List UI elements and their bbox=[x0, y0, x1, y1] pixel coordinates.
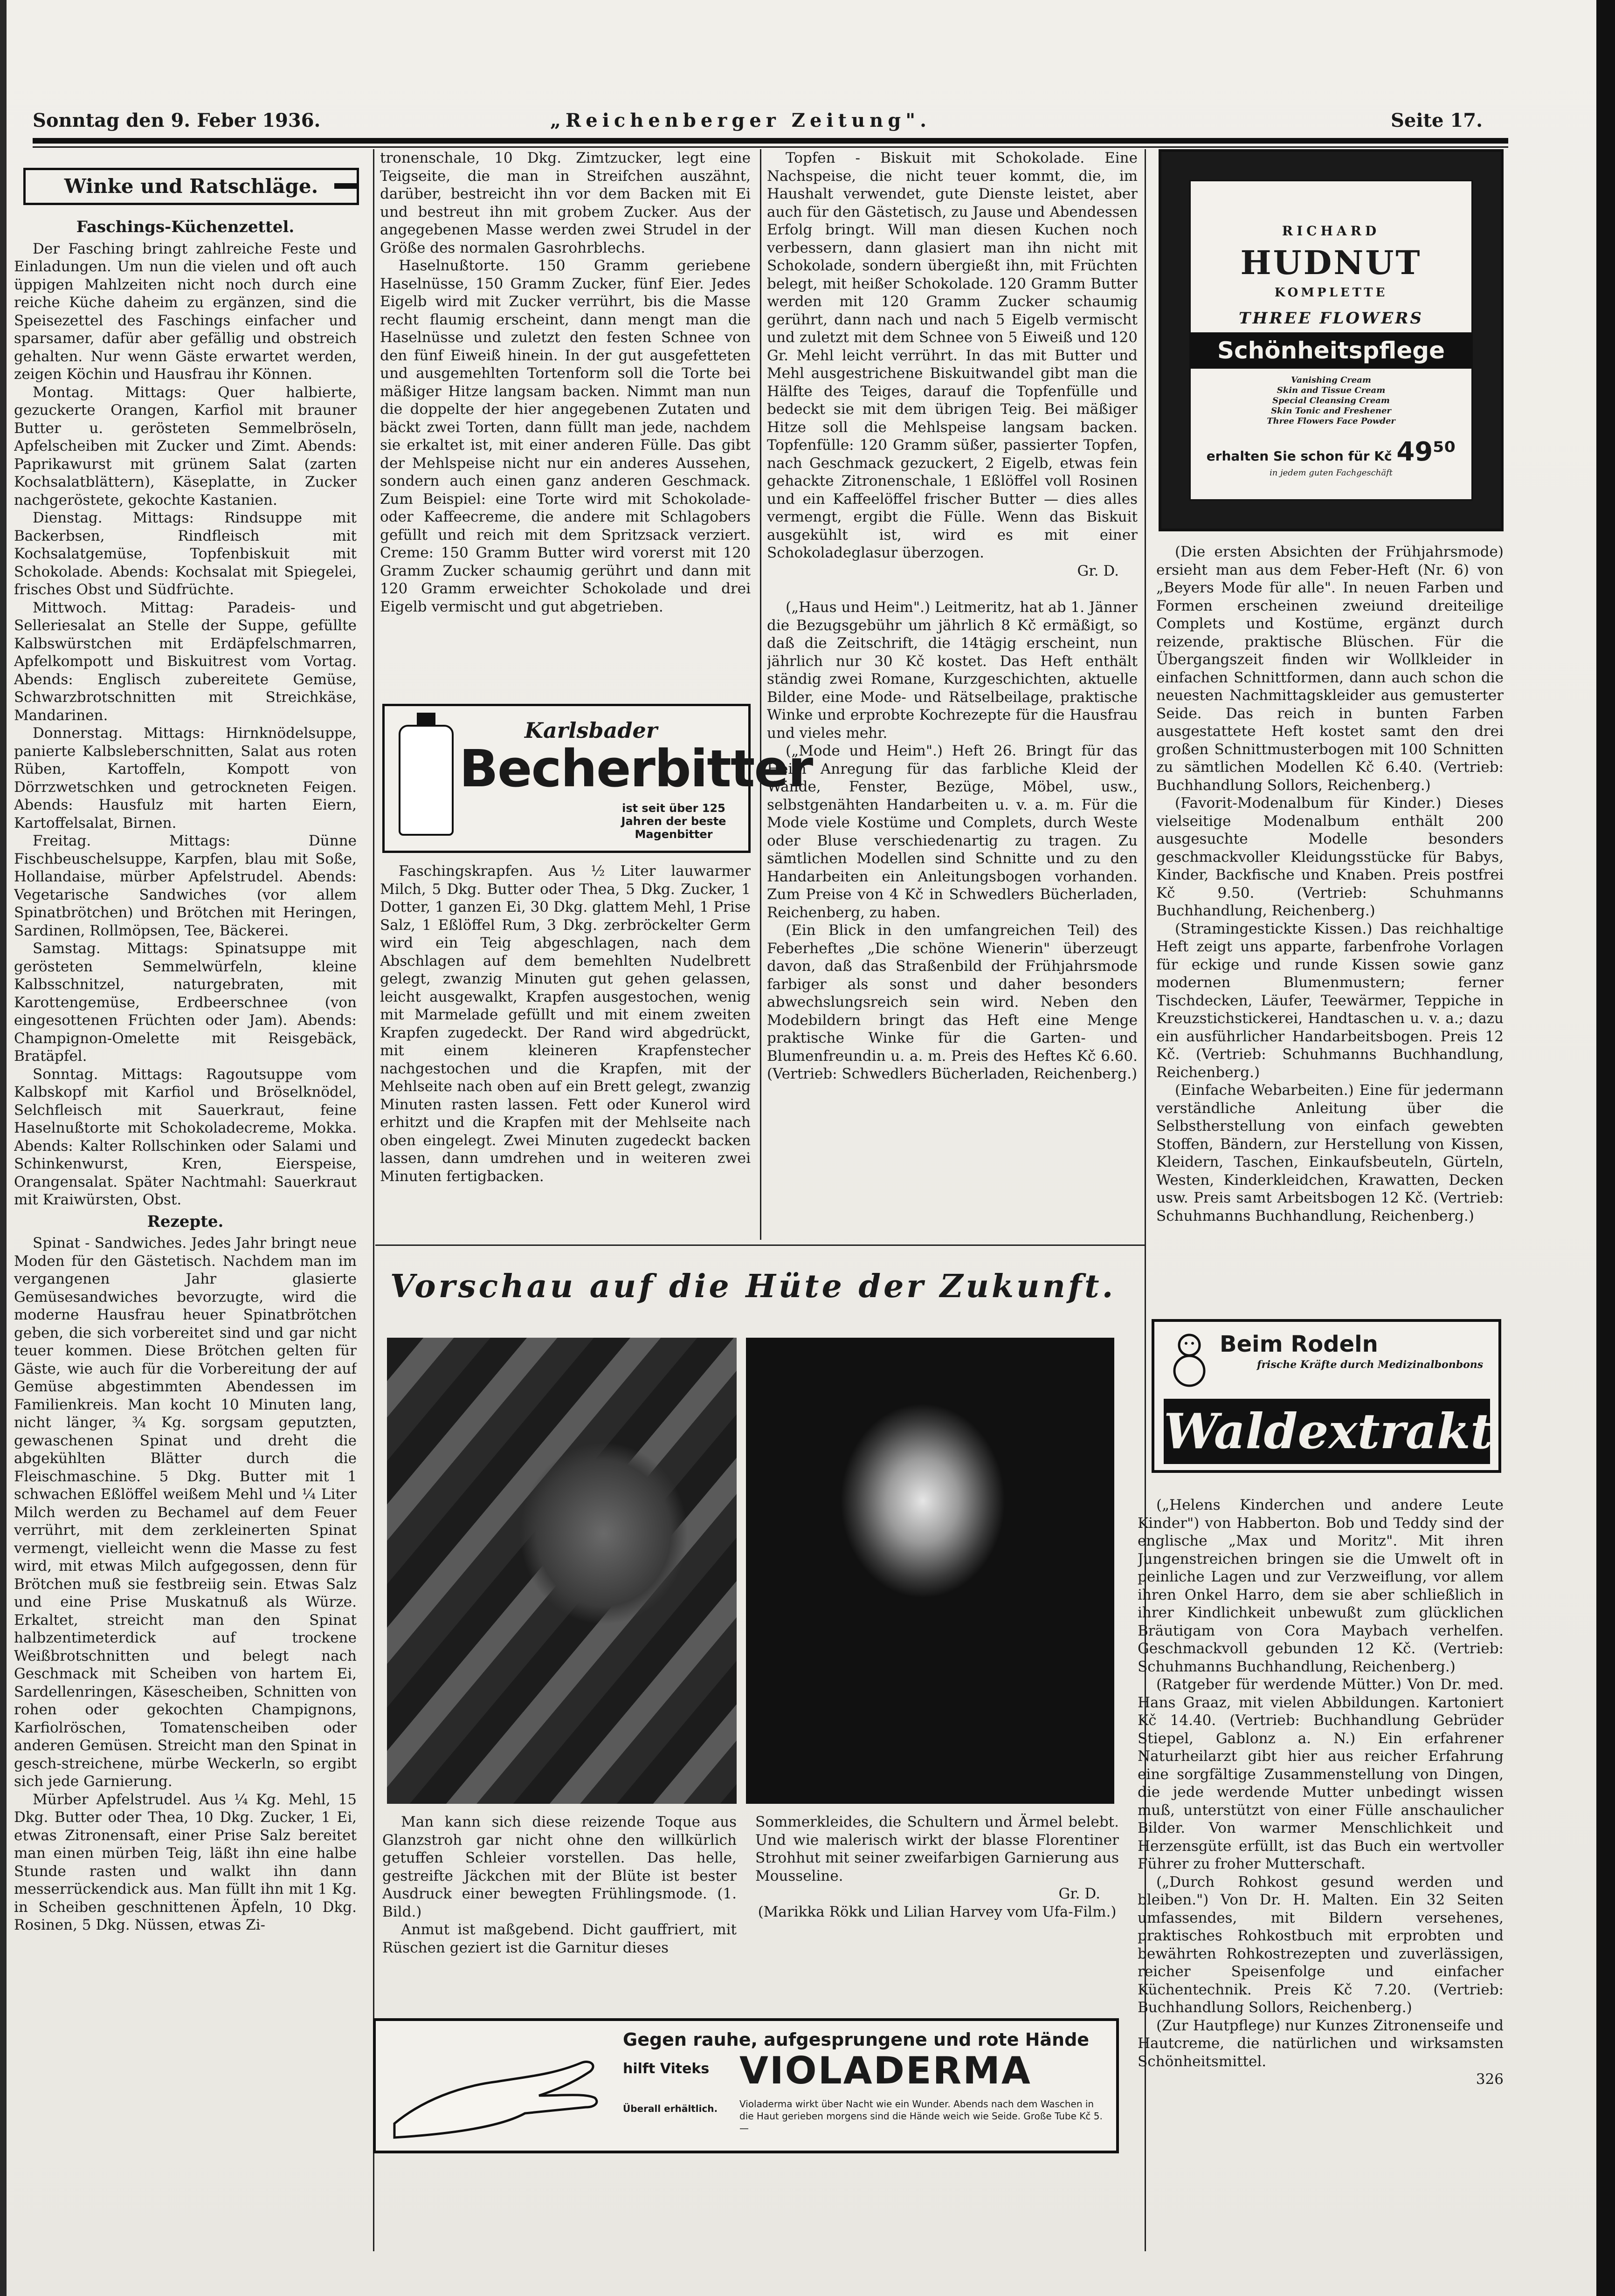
ad-waldextrakt bbox=[1152, 1319, 1501, 1473]
column-3 bbox=[767, 149, 1138, 1235]
ad-violaderma bbox=[373, 2018, 1119, 2153]
feature-rule bbox=[375, 1244, 1145, 1246]
paragraph-webarbeiten: (Einfache Webarbeiten.) Eine für jedermann verständliche Anleitung über die Selbstherstellung von einfach gewebten Stoffen, Bändern, zur Herstellung von Kissen, Kleidern, Taschen, Einkaufsbeuteln, Gürteln, Westen, Kinderkleidchen, Krawatten, Decken usw. Preis samt Arbeitsbogen 12 Kč. (Vertrieb: Schuhmanns Buchhandlung, Reichenberg.) bbox=[1156, 1082, 1504, 1224]
paragraph-helens-kinderchen: („Helens Kinderchen und andere Leute Kinder") von Habberton. Bob und Teddy sind der englische „Max und Moritz". Mit ihren Jungenstreichen bringen sie die Umwelt oft in peinliche Lagen und zur Verzweiflung, vor allem ihren Onkel Harro, dem sie aber schließlich in ihrer Kindlichkeit unbewußt zum glücklichen Bräutigam von Cora Maybach verhelfen. Geschmackvoll gebunden 12 Kč. (Vertrieb: Schuhmanns Buchhandlung, Reichenberg.) bbox=[1138, 1497, 1504, 1675]
ad-text: THREE FLOWERS bbox=[1239, 309, 1423, 328]
header-date: Sonntag den 9. Feber 1936. bbox=[33, 110, 321, 131]
paragraph-fruehjahrsmode: (Die ersten Absichten der Frühjahrsmode) ersieht man aus dem Feber-Heft (Nr. 6) von „Beyers Mode für alle". In neuen Farben und Formen erscheinen zweiund dreiteilige Complets und Kostüme, ergänzt durch reizende, praktische Blüschen. Für die Übergangszeit finden wir Wollkleider in einfachen Schnittformen, dann auch schon die neuesten Nachmittagskleider aus gemusterter Seide. Das reich in bunten Farben ausgestattete Heft kostet samt den drei großen Schnittmusterbogen mit 100 Schnitten zu sämtlichen Modellen Kč 6.40. (Vertrieb: Buchhandlung Sollors, Reichenberg.) bbox=[1156, 543, 1504, 794]
paragraph-favorit-modenalbum: (Favorit-Modenalbum für Kinder.) Dieses vielseitige Modenalbum enthält 200 ausgesuchte Modelle besonders geschmackvoller Kleidungsstücke für Babys, Kinder, Backfische und Knaben. Preis postfrei Kč 9.50. (Vertrieb: Schuhmanns Buchhandlung, Reichenberg.) bbox=[1156, 795, 1504, 919]
page-header bbox=[33, 103, 1483, 140]
ad-brand: VIOLADERMA bbox=[739, 2049, 1032, 2092]
photo-hat-2 bbox=[746, 1338, 1114, 1804]
column-4-lower bbox=[1138, 1496, 1504, 2256]
paragraph-rohkost: („Durch Rohkost gesund werden und bleiben.") Von Dr. H. Malten. Ein 32 Seiten umfassendes, mit Bildern versehenes, praktisches Rohkostbuch mit erprobten und bewährten Rohkostrezepten und zuverlässigen, reicher Speisenfolge und einfacher Küchentechnik. Preis Kč 7.20. (Vertrieb: Buchhandlung Sollors, Reichenberg.) bbox=[1138, 1873, 1504, 2016]
photo-hat-1 bbox=[387, 1338, 737, 1804]
heading-kuechenzettel: Faschings-Küchenzettel. bbox=[76, 218, 295, 236]
ad-text: in jedem guten Fachgeschäft bbox=[1270, 468, 1393, 478]
section-title-box bbox=[23, 168, 359, 205]
header-masthead: „Reichenberger Zeitung". bbox=[550, 110, 931, 131]
ad-text: RICHARD bbox=[1282, 223, 1380, 239]
ad-product-list: Vanishing Cream Skin and Tissue Cream Special Cleansing Cream Skin Tonic and Freshener Three Flowers Face Powder bbox=[1267, 375, 1395, 426]
article-number: 326 bbox=[1476, 2071, 1504, 2088]
signature: Gr. D. bbox=[1077, 562, 1119, 579]
section-title: Winke und Ratschläge. bbox=[64, 175, 318, 198]
paragraph-mittwoch: Mittwoch. Mittag: Paradeis- und Selleriesalat an Stelle der Suppe, gefüllte Kalbswürstchen mit Erdäpfelschmarren, Apfelkompott und Biskuitrest vom Vortag. Abends: Englisch zubereitete Gemüse, Schwarzbrotschnitten mit Streichkäse, Mandarinen. bbox=[14, 599, 357, 724]
paragraph: Der Fasching bringt zahlreiche Feste und Einladungen. Um nun die vielen und oft auch üppigen Mahlzeiten nicht noch durch eine reiche Küche daheim zu ergänzen, sind die Speisezettel des Faschings einfacher und sparsamer, dafür aber gefällig und obstreich gehalten. Nur wenn Gäste erwartet werden, zeigen Köchin und Hausfrau ihr Können. bbox=[14, 240, 357, 383]
paragraph-mode-und-heim: („Mode und Heim".) Heft 26. Bringt für das Heim Anregung für das farbliche Kleid der Wände, Fenster, Bezüge, Möbel, usw., selbstgenähten Handarbeiten u. v. a. m. Für die Mode viele Kostüme und Complets, durch Weste oder Bluse verschiedenartig zu tragen. Zu sämtlichen Modellen sind Schnitte und zu den Handarbeiten ein Anleitungsbogen vorhanden. Zum Preise von 4 Kč in Schwedlers Bücherladen, Reichenberg, zu haben. bbox=[767, 742, 1138, 921]
paragraph-stramingestickte-kissen: (Stramingestickte Kissen.) Das reichhaltige Heft zeigt uns apparte, farbenfrohe Vorlagen für eckige und runde Kissen sowie ganz modernen Blumenmustern; ferner Tischdecken, Läufer, Teewärmer, Teppiche in Kreuzstichstickerei, Handtaschen u. v. a.; dazu ein ausführlicher Handarbeitsbogen. Preis 12 Kč. (Vertrieb: Schuhmanns Buchhandlung, Reichenberg.) bbox=[1156, 920, 1504, 1081]
column-2 bbox=[380, 149, 751, 694]
ad-text: hilft Viteks bbox=[623, 2061, 710, 2077]
ad-price-line: erhalten Sie schon für Kč 49⁵⁰ bbox=[1206, 437, 1456, 467]
heading-rezepte: Rezepte. bbox=[147, 1212, 224, 1231]
column-divider bbox=[760, 149, 761, 1240]
snowman-icon bbox=[1168, 1331, 1210, 1387]
paragraph-donnerstag: Donnerstag. Mittags: Hirnknödelsuppe, panierte Kalbsleberschnitten, Salat aus roten Rüben, Kartoffeln, Kompott von Dörrzwetschken und getrockneten Feigen. Abends: Hausfulz mit harten Eiern, Kartoffelsalat, Birnen. bbox=[14, 725, 357, 832]
header-rule-thin bbox=[33, 146, 1508, 148]
ad-price: Große Tube Kč 5.— bbox=[739, 2110, 1103, 2134]
paragraph-montag: Montag. Mittags: Quer halbierte, gezuckerte Orangen, Karfiol mit brauner Butter u. gerösteten Semmelbröseln, Apfelscheiben mit Zucker und Zimt. Abends: Paprikawurst mit grünem Salat (zarten Kochsalatblättern), Käseplatte, in Zucker nachgeröstete, gekochte Kastanien. bbox=[14, 384, 357, 509]
paragraph-hautpflege: (Zur Hautpflege) nur Kunzes Zitronenseife und Hautcreme, die natürlichen und wirksamsten Schönheitsmittel. bbox=[1138, 2017, 1504, 2070]
ad-brand: HUDNUT bbox=[1240, 243, 1422, 282]
paragraph-spinat-sandwiches: Spinat - Sandwiches. Jedes Jahr bringt neue Moden für den Gästetisch. Nachdem man im vergangenen Jahr glasierte Gemüsesandwiches bevorzugte, wird die moderne Hausfrau heuer Spinatbrötchen geben, die sich vorbereitet sind und gar nicht teuer kommen. Diese Brötchen gelten für Gäste, wie auch für die Vorbereitung der auf Gemüse abgestimmten Abendessen im Familienkreis. Man kocht 10 Minuten lang, nicht länger, ¾ Kg. sorgsam geputzten, gewaschenen Spinat und dreht die abgekühlten Blätter durch die Fleischmaschine. 5 Dkg. Butter mit 1 schwachen Eßlöffel weißem Mehl und ¼ Liter Milch werden zu Bechamel auf dem Feuer verrührt, mit dem zerkleinerten Spinat vermengt, vielleicht wenn die Masse zu fest wird, mit etwas Milch aufgegossen, denn für Brötchen muß sie festbreiig sein. Etwas Salz und eine Prise Muskatnuß als Würze. Erkaltet, streicht man den Spinat halbzentimeterdick auf trockene Weißbrotschnitten und belegt nach Geschmack mit Scheiben von hartem Ei, Sardellenringen, Käsescheiben, Schnitten von rohen oder gekochten Champignons, Karfiolröschen, Tomatenscheiben oder anderen Gemüsen. Streicht man den Spinat in gesch-streichene, mürbe Weckerln, so ergibt sich jede Garnierung. bbox=[14, 1235, 357, 1790]
column-2-lower bbox=[380, 862, 751, 1235]
hand-icon bbox=[385, 2030, 604, 2142]
paragraph: tronenschale, 10 Dkg. Zimtzucker, legt eine Teigseite, die man in Streifchen auszähnt, darüber, bestreicht ihn vor dem Backen mit Ei und bestreut ihn mit grobem Zucker. Aus der angegebenen Masse werden zwei Strudel in der Größe des normalen Gasrohrblechs. bbox=[380, 150, 751, 256]
caption-text: Sommerkleides, die Schultern und Ärmel belebt. Und wie malerisch wirkt der blasse Florentiner Strohhut mit seiner zweifarbigen Garnierung aus Mousseline. bbox=[755, 1814, 1119, 1884]
ad-headline: Gegen rauhe, aufgesprungene und rote Hände bbox=[623, 2029, 1090, 2050]
ad-brand: Becherbitter bbox=[459, 739, 813, 798]
paragraph-faschingskrapfen: Faschingskrapfen. Aus ½ Liter lauwarmer Milch, 5 Dkg. Butter oder Thea, 5 Dkg. Zucker, 1 Dotter, 1 ganzen Ei, 30 Dkg. glattem Mehl, 1 Prise Salz, 1 Eßlöffel Rum, 3 Dkg. zerbröckelter Germ wird ein Teig abgeschlagen, nach dem Abschlagen auf dem bemehlten Nudelbrett gelegt, zwanzig Minuten gut gehen gelassen, leicht ausgewalkt, Krapfen ausgestochen, wenig mit Marmelade gefüllt und mit einem zweiten Krapfen zugedeckt. Der Rand wird abgedrückt, mit einem kleineren Krapfenstecher nachgestochen und die Krapfen, mit der Mehlseite nach oben auf ein Brett gelegt, zwanzig Minuten rasten lassen. Fett oder Kunerol wird erhitzt und die Krapfen mit der Mehlseite nach oben eingelegt. Zwei Minuten zugedeckt backen lassen, dann umdrehen und in weiteren zwei Minuten fertigbacken. bbox=[380, 863, 751, 1185]
bottle-icon bbox=[399, 725, 454, 836]
ad-price: 49⁵⁰ bbox=[1396, 437, 1456, 467]
binding-edge-right bbox=[1596, 0, 1615, 2296]
feature-title: Vorschau auf die Hüte der Zukunft. bbox=[390, 1268, 1116, 1305]
photo-caption-1 bbox=[382, 1813, 737, 2009]
ad-slogan: ist seit über 125 Jahren der beste Magenbitter bbox=[621, 802, 726, 841]
ad-hudnut-panel bbox=[1189, 180, 1473, 501]
photo-credit: (Marikka Rökk und Lilian Harvey vom Ufa-Film.) bbox=[758, 1903, 1117, 1920]
column-divider bbox=[373, 149, 374, 2251]
paragraph-sonntag: Sonntag. Mittags: Ragoutsuppe vom Kalbskopf mit Karfiol und Bröselknödel, Selchfleisch mit Sauerkraut, feine Haselnußtorte mit Schokoladecreme, Mokka. Abends: Kalter Rollschinken oder Salami und Schinkenwurst, Kren, Eierspeise, Orangensalat. Später Nachtmahl: Sauerkraut mit Kraiwürsten, Obst. bbox=[14, 1066, 357, 1208]
ad-text: frische Kräfte durch Medizinalbonbons bbox=[1257, 1359, 1484, 1371]
ad-body: Violaderma wirkt über Nacht wie ein Wunder. Abends nach dem Waschen in die Haut gerieben morgens sind die Hände weich wie Seide. Große Tube Kč 5.— bbox=[739, 2098, 1103, 2134]
ad-brand: Waldextrakt bbox=[1164, 1399, 1490, 1464]
ad-becherbitter bbox=[382, 704, 813, 853]
paragraph-apfelstrudel: Mürber Apfelstrudel. Aus ¼ Kg. Mehl, 15 Dkg. Butter oder Thea, 10 Dkg. Zucker, 1 Ei, etwas Zitronensaft, einer Prise Salz bereitet man einen mürben Teig, läßt ihn eine halbe Stunde rasten und walkt ihn dann messerrückendick aus. Man füllt ihn mit 1 Kg. in Scheiben geschnittenen Äpfeln, 10 Dkg. Rosinen, 5 Dkg. Nüssen, etwas Zi- bbox=[14, 1791, 357, 1933]
caption-text: Man kann sich diese reizende Toque aus Glanzstroh gar nicht ohne den willkürlich getuffen Schleier vorstellen. Das helle, gestreifte Jäckchen mit der Blüte ist bester Ausdruck einer bewegten Frühlingsmode. (1. Bild.) bbox=[382, 1814, 737, 1920]
header-rule-thick bbox=[33, 138, 1508, 144]
signature: Gr. D. bbox=[1058, 1885, 1100, 1902]
binding-edge-left bbox=[0, 0, 7, 2296]
column-1 bbox=[14, 214, 357, 2256]
caption-text: Anmut ist maßgebend. Dicht gauffriert, mit Rüschen geziert ist die Garnitur dieses bbox=[382, 1921, 737, 1956]
paragraph-haus-und-heim: („Haus und Heim".) Leitmeritz, hat ab 1. Jänner die Bezugsgebühr um jährlich 8 Kč ermäßigt, so daß die Zeitschrift, die 14tägig erscheint, nun jährlich nur 30 Kč kostet. Das Heft enthält ständig zwei Romane, Kurzgeschichten, aktuelle Bilder, eine Mode- und Rätselbeilage, praktische Winke und erprobte Kochrezepte für die Hausfrau und vieles mehr. bbox=[767, 599, 1138, 742]
ad-availability: Überall erhältlich. bbox=[623, 2103, 718, 2114]
paragraph-freitag: Freitag. Mittags: Dünne Fischbeuschelsuppe, Karpfen, blau mit Soße, Hollandaise, mürber Apfelstrudel. Abends: Vegetarische Sandwiches (vor allem Spinatbrötchen) und Brötchen mit Heringen, Sardinen, Rollmöpsen, Tee, Bäckerei. bbox=[14, 832, 357, 939]
paragraph-ratgeber-muetter: (Ratgeber für werdende Mütter.) Von Dr. med. Hans Graaz, mit vielen Abbildungen. Kartoniert Kč 14.40. (Vertrieb: Buchhandlung Gebrüder Stiepel, Gablonz a. N.) Ein erfahrener Naturheilarzt gibt hier aus reicher Erfahrung eine sorgfältige Zusammenstellung von Dingen, die jede werdende Mutter unbedingt wissen muß, unterstützt von einer Fülle anschaulicher Bilder. Von warmer Menschlichkeit und Herzensgüte erfüllt, ist das Buch ein wertvoller Führer zu froher Mutterschaft. bbox=[1138, 1676, 1504, 1872]
paragraph-topfen-biskuit: Topfen - Biskuit mit Schokolade. Eine Nachspeise, die nicht teuer kommt, die, im Haushalt verwendet, gute Dienste leistet, aber auch für den Gästetisch, zu Jause und Abendessen Erfolg bringt. Will man diesen Kuchen noch verbessern, dann glasiert man ihn nicht mit Schokolade, sondern übergießt ihn, mit Früchten belegt, mit heißer Schokolade. 120 Gramm Butter werden mit 120 Gramm Zucker schaumig gerührt, dann nach und nach 5 Eigelb vermischt und zuletzt mit dem Schnee von 5 Eiweiß und 120 Gr. Mehl leicht verrührt. In das mit Butter und Mehl ausgestrichene Biskuitwandel gibt man die Hälfte des Teiges, darauf die Topfenfülle und bedeckt sie mit dem übrigen Teig. Bei mäßiger Hitze soll die Mehlspeise langsam backen. Topfenfülle: 120 Gramm süßer, passierter Topfen, nach Geschmack gezuckert, 2 Eigelb, etwas fein gehackte Zitronenschale, 1 Eßlöffel voll Rosinen und ein Kaffeelöffel frischer Butter — dies alles vermengt, ergibt die Fülle. Wenn das Biskuit ausgekühlt ist, wird es mit einer Schokoladeglasur überzogen. bbox=[767, 150, 1138, 561]
ad-headline: Schönheitspflege bbox=[1191, 332, 1471, 369]
paragraph-schoene-wienerin: (Ein Blick in den umfangreichen Teil) des Feberheftes „Die schöne Wienerin" überzeugt davon, daß das Straßenbild der Frühjahrsmode farbiger als sonst und daher besonders abwechslungsreich sein wird. Neben den Modebildern bringt das Heft eine Menge praktische Winke für die Garten- und Blumenfreundin u. a. m. Preis des Heftes Kč 6.60. (Vertrieb: Schwedlers Bücherladen, Reichenberg.) bbox=[767, 922, 1138, 1082]
ad-text: KOMPLETTE bbox=[1274, 286, 1388, 300]
ad-headline: Beim Rodeln bbox=[1220, 1331, 1378, 1357]
photo-caption-2 bbox=[755, 1813, 1119, 2009]
ad-hudnut bbox=[1159, 149, 1504, 531]
paragraph-haselnusstorte: Haselnußtorte. 150 Gramm geriebene Haselnüsse, 150 Gramm Zucker, fünf Eier. Jedes Eigelb wird mit Zucker verrührt, bis die Masse recht flaumig erscheint, dann mengt man die Haselnüsse und zuletzt den festen Schnee von den fünf Eiweiß hinein. In der gut ausgefetteten und ausgemehlten Tortenform soll die Torte bei mäßiger Hitze langsam backen. Nimmt man nun die doppelte der hier angegebenen Zutaten und bäckt zwei Torten, dann füllt man jede, nachdem sie erkaltet ist, mit einer anderen Fülle. Das gibt der Mehlspeise nicht nur ein anderes Aussehen, sondern auch einen ganz anderen Geschmack. Zum Beispiel: eine Torte wird mit Schokolade- oder Kaffeecreme, die andere mit Schlagobers gefüllt und reich mit dem Spritzsack verziert. Creme: 150 Gramm Butter wird vorerst mit 120 Gramm Zucker schaumig gerührt und dann mit 120 Gramm erweichter Schokolade und drei Eigelb vermischt und gut abgetrieben. bbox=[380, 257, 751, 615]
header-page-number: Seite 17. bbox=[1391, 110, 1483, 131]
column-4 bbox=[1156, 543, 1504, 1300]
title-dash bbox=[334, 183, 358, 189]
paragraph-samstag: Samstag. Mittags: Spinatsuppe mit gerösteten Semmelwürfeln, kleine Kalbsschnitzel, naturgebraten, mit Karottengemüse, Erdbeerschnee (von eingesottenen Früchten oder Jam). Abends: Champignon-Omelette mit Reisgebäck, Bratäpfel. bbox=[14, 940, 357, 1065]
ad-text: Karlsbader bbox=[525, 718, 658, 743]
paragraph-dienstag: Dienstag. Mittags: Rindsuppe mit Backerbsen, Rindfleisch mit Kochsalatgemüse, Topfenbiskuit mit Schokolade. Abends: Kochsalat mit Spiegelei, frisches Obst und Südfrüchte. bbox=[14, 509, 357, 598]
